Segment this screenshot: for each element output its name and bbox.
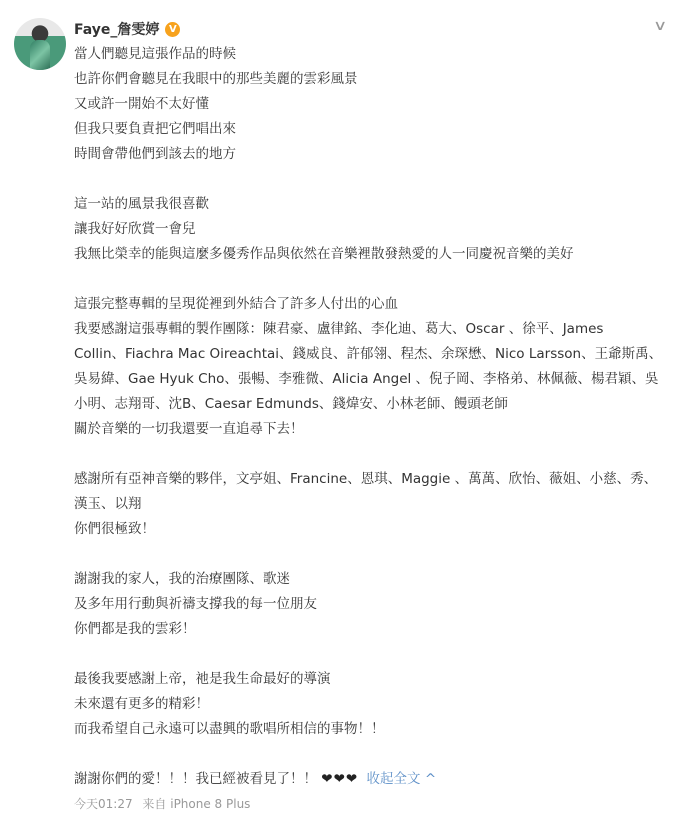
chevron-down-icon[interactable]: ∨ [652, 18, 668, 34]
post-line: 我無比榮幸的能與這麼多優秀作品與依然在音樂裡散發熱愛的人一同慶祝音樂的美好 [74, 246, 574, 262]
post-line: 讓我好好欣賞一會兒 [74, 221, 196, 237]
blank-line [74, 742, 674, 767]
post-line: 未來還有更多的精彩！ [74, 696, 209, 712]
blank-line [74, 642, 674, 667]
post-text: 謝謝你們的愛！！！我已經被看見了！！ [74, 771, 317, 787]
post-line: 但我只要負責把它們唱出來 [74, 121, 236, 137]
post-line: 我要感謝這張專輯的製作團隊：陳君豪、盧律銘、李化迪、葛大、Oscar 、徐平、James [74, 321, 604, 337]
post-line: 時間會帶他們到該去的地方 [74, 146, 236, 162]
heart-emoji-icon: ❤❤❤ [321, 771, 359, 787]
avatar[interactable] [14, 18, 66, 70]
post-line: 漢玉、以翔 [74, 496, 142, 512]
post-source: 来自 iPhone 8 Plus [142, 797, 251, 811]
post-line: 你們很極致！ [74, 521, 155, 537]
post-line: 感謝所有亞神音樂的夥伴，文亭姐、Francine、恩琪、Maggie 、萬萬、欣怡、薇姐、小慈、秀、 [74, 471, 658, 487]
post-time[interactable]: 今天01:27 [74, 797, 133, 811]
user-name[interactable]: Faye_詹雯婷 [74, 22, 160, 38]
verified-badge-icon: V [165, 22, 180, 37]
post-line: 關於音樂的一切我還要一直追尋下去！ [74, 421, 304, 437]
blank-line [74, 442, 674, 467]
post-line: 謝謝我的家人，我的治療團隊、歌迷 [74, 571, 290, 587]
blank-line [74, 267, 674, 292]
post-line: Collin、Fiachra Mac Oireachtai、錢威良、許郁翎、程杰、余琛懋、Nico Larsson、王爺斯禹、 [74, 346, 663, 362]
post-line: 這一站的風景我很喜歡 [74, 196, 209, 212]
collapse-full-text-link[interactable] [367, 771, 437, 787]
post-line: 而我希望自己永遠可以盡興的歌唱所相信的事物！！ [74, 721, 385, 737]
post-body [74, 42, 674, 792]
post-line: 也許你們會聽見在我眼中的那些美麗的雲彩風景 [74, 71, 358, 87]
post-line: 小明、志翔哥、沈B、Caesar Edmunds、錢煒安、小林老師、饅頭老師 [74, 396, 508, 412]
post-line: 當人們聽見這張作品的時候 [74, 46, 236, 62]
post-line: 及多年用行動與祈禱支撐我的每一位朋友 [74, 596, 317, 612]
post-line: 吳易緯、Gae Hyuk Cho、張暢、李雅微、Alicia Angel 、倪子岡、李格弟、林佩薇、楊君穎、吳 [74, 371, 659, 387]
post-line: 最後我要感謝上帝，祂是我生命最好的導演 [74, 671, 331, 687]
collapse-label: 收起全文 [366, 771, 421, 787]
post-last-line [74, 767, 674, 792]
post-line: 你們都是我的雲彩！ [74, 621, 196, 637]
blank-line [74, 542, 674, 567]
post-line: 又或許一開始不太好懂 [74, 96, 209, 112]
post-line: 這張完整專輯的呈現從裡到外結合了許多人付出的心血 [74, 296, 398, 312]
post-meta [74, 795, 250, 812]
chevron-up-icon: ^ [424, 771, 437, 787]
blank-line [74, 167, 674, 192]
